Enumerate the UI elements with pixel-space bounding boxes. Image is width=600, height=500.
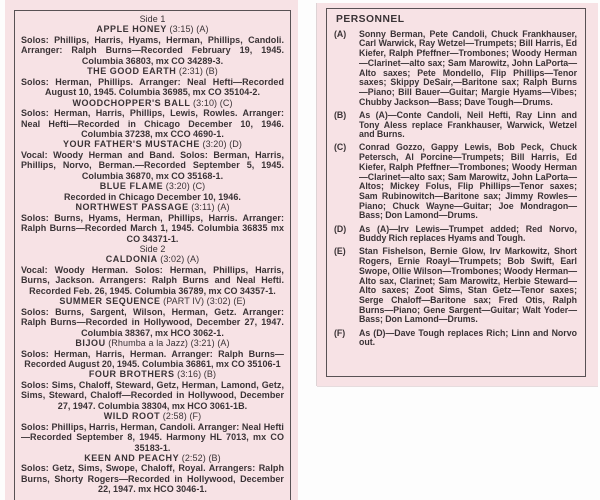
personnel-entry	[334, 225, 577, 244]
side-label: Side 1	[139, 14, 166, 24]
track-list-scan	[5, 0, 298, 500]
track-meta: (2:31) (B)	[178, 66, 218, 77]
track-entry	[21, 66, 284, 97]
personnel-scan	[317, 3, 598, 386]
track-title: YOUR FATHER'S MUSTACHE	[63, 139, 200, 150]
track-heading	[21, 139, 284, 149]
track-entry	[21, 181, 284, 202]
personnel-entry-label: (A)	[334, 28, 347, 39]
track-entry	[21, 202, 284, 244]
track-heading	[21, 369, 284, 379]
personnel-entry-text: As (A)—Conte Candoli, Neil Hefti, Ray Linn and Tony Aless replace Frankhauser, Warwick, Wetzel and Burns.	[359, 109, 577, 140]
track-notes: Solos: Burns, Hyams, Herman, Phillips, Harris. Arranger: Ralph Burns—Recorded March 1, 1945. Columbia 36835 mx CO 34371-1.	[21, 212, 284, 244]
personnel-entry-label: (B)	[334, 109, 347, 120]
personnel-entry-label: (C)	[334, 142, 347, 153]
track-notes: Solos: Phillips, Harris, Herman, Candoli. Arranger: Neal Hefti—Recorded September 8, 1945. Harmony HL 7013, mx CO 35183-1.	[21, 421, 284, 453]
track-notes: Solos: Herman, Phillips. Arranger: Neal Hefti—Recorded August 10, 1945. Columbia 36985, mx CO 35104-2.	[21, 76, 284, 98]
track-entry	[21, 254, 284, 296]
track-notes: Recorded in Chicago December 10, 1946.	[64, 191, 241, 202]
personnel-entry-label: (E)	[334, 246, 346, 257]
track-meta: (PART IV) (3:02) (E)	[163, 296, 246, 307]
track-title: WOODCHOPPER'S BALL	[72, 97, 191, 108]
track-entry	[21, 338, 284, 369]
track-meta: (2:52) (B)	[181, 453, 221, 464]
personnel-entry-label: (D)	[334, 223, 347, 234]
personnel-entry	[334, 30, 577, 108]
track-heading	[21, 338, 284, 348]
track-heading	[21, 296, 284, 306]
track-notes: Solos: Getz, Sims, Swope, Chaloff, Royal. Arrangers: Ralph Burns, Shorty Rogers—Recorded in Hollywood, December 22, 1947. mx HCO 3046-1.	[21, 463, 284, 495]
track-title: NORTHWEST PASSAGE	[75, 202, 189, 213]
track-title: WILD ROOT	[103, 411, 161, 422]
track-entry	[21, 139, 284, 181]
track-meta: (3:20) (C)	[165, 181, 206, 192]
track-notes: Solos: Sims, Chaloff, Steward, Getz, Herman, Lamond, Getz, Sims, Steward, Chaloff—Recorded in Hollywood, December 27, 1947. Columbia 38304, mx HCO 3061-1B.	[21, 379, 284, 411]
track-meta: (3:15) (A)	[169, 24, 209, 35]
personnel-entries	[334, 30, 577, 348]
track-title: SUMMER SEQUENCE	[59, 296, 161, 307]
track-title: BIJOU	[75, 338, 106, 349]
track-title: FOUR BROTHERS	[88, 369, 175, 380]
track-entry	[21, 411, 284, 453]
personnel-entry	[334, 247, 577, 325]
personnel-heading: PERSONNEL	[336, 14, 405, 25]
side-label: Side 2	[139, 243, 166, 254]
track-heading	[21, 202, 284, 212]
track-meta: (3:16) (B)	[177, 369, 217, 380]
track-heading	[21, 181, 284, 191]
track-heading	[21, 411, 284, 421]
track-title: CALDONIA	[105, 254, 158, 265]
track-heading	[21, 254, 284, 264]
track-heading	[21, 24, 284, 34]
track-notes: Vocal: Woody Herman and Band. Solos: Berman, Harris, Phillips, Norvo, Berman.—Recorded September 5, 1945. Columbia 36870, mx CO 35168-1.	[21, 149, 284, 181]
personnel-box	[326, 8, 586, 377]
track-meta: (3:10) (C)	[193, 97, 233, 108]
track-heading	[21, 453, 284, 463]
track-heading	[21, 98, 284, 108]
track-entry	[21, 98, 284, 140]
track-notes: Vocal: Woody Herman. Solos: Herman, Phillips, Harris, Burns, Jackson. Arrangers: Ralph Burns and Neal Hefti. Recorded Feb. 26, 1945. Columbia 36789, mx CO 34357-1.	[21, 264, 284, 296]
track-entry	[21, 24, 284, 66]
personnel-entry	[334, 329, 577, 348]
track-meta: (Rhumba a la Jazz) (3:21) (A)	[108, 338, 230, 349]
personnel-entry-text: Conrad Gozzo, Gappy Lewis, Bob Peck, Chuck Petersch, Al Porcine—Trumpets; Bill Harris, Ed Kiefer, Ralph Pfeffner—Trombones; Woody Herman—Clarinet—alto sax; Sam Marowitz, John LaPorta—Altos; Mickey Folus, Flip Phillips—Tenor saxes; Sam Rubinowitch—Baritone sax; Jimmy Rowles—Piano; Chuck Wayne—Guitar; Joe Mondragon—Bass; Don Lamond—Drums.	[359, 142, 577, 221]
track-meta: (3:02) (A)	[160, 254, 200, 265]
personnel-entry-text: Sonny Berman, Pete Candoli, Chuck Frankhauser, Carl Warwick, Ray Wetzel—Trumpets; Bill Harris, Ed Kiefer, Ralph Pfeffner—Trombones; Woody Herman—Clarinet—alto sax; Sam Marowitz, John LaPorta—Alto saxes; Pete Mondello, Flip Phillips—Tenor saxes; Skippy DeSair,—Baritone sax; Ralph Burns—Piano; Bill Bauer—Guitar; Margie Hyams—Vibes; Chubby Jackson—Bass; Dave Tough—Drums.	[359, 28, 577, 107]
track-notes: Solos: Herman, Harris, Herman. Arranger: Ralph Burns—Recorded August 20, 1945. Columbia 36861, mx CO 35106-1	[21, 348, 284, 369]
track-title: THE GOOD EARTH	[87, 66, 177, 77]
track-meta: (3:20) (D)	[202, 139, 242, 150]
personnel-entry-label: (F)	[334, 327, 346, 338]
track-entry	[21, 369, 284, 411]
track-entry	[21, 453, 284, 495]
track-entry	[21, 296, 284, 338]
personnel-entry	[334, 111, 577, 140]
track-title: APPLE HONEY	[96, 24, 167, 35]
track-notes: Solos: Burns, Sargent, Wilson, Herman, Getz. Arranger: Ralph Burns—Recorded in Hollywood, December 27, 1947. Columbia 38367, mx HCO 3062-1.	[21, 306, 284, 338]
personnel-entry-text: As (D)—Dave Tough replaces Rich; Linn and Norvo out.	[359, 327, 577, 348]
track-notes: Solos: Herman, Harris, Phillips, Lewis, Rowles. Arranger: Neal Hefti—Recorded in Chicago December 10, 1946. Columbia 37238, mx CCO 4690-1.	[21, 108, 284, 139]
track-list-box	[14, 10, 291, 500]
personnel-entry-text: As (A)—Irv Lewis—Trumpet added; Red Norvo, Buddy Rich replaces Hyams and Tough.	[359, 223, 577, 244]
track-heading	[21, 66, 284, 76]
track-meta: (2:58) (F)	[162, 411, 202, 422]
track-meta: (3:11) (A)	[191, 202, 230, 213]
personnel-entry-text: Stan Fishelson, Bernie Glow, Irv Markowitz, Short Rogers, Ernie Roayl—Trumpets; Bob Swift, Earl Swope, Ollie Wilson—Trombones; Woody Herman—Alto sax, Clarinet; Sam Marowitz, Herbie Steward—Alto saxes; Zoot Sims, Stan Getz—Tenor saxes; Serge Chaloff—Baritone sax; Fred Otis, Ralph Burns—Piano; Gene Sargent—Guitar; Walt Yoder—Bass; Don Lamond—Drums.	[359, 246, 577, 325]
track-title: KEEN AND PEACHY	[84, 453, 180, 464]
track-title: BLUE FLAME	[99, 181, 164, 192]
personnel-entry	[334, 143, 577, 221]
track-notes: Solos: Phillips, Harris, Hyams, Herman, Phillips, Candoli. Arranger: Ralph Burns—Recorded February 19, 1945. Columbia 36803, mx CO 34289-3.	[21, 34, 284, 66]
